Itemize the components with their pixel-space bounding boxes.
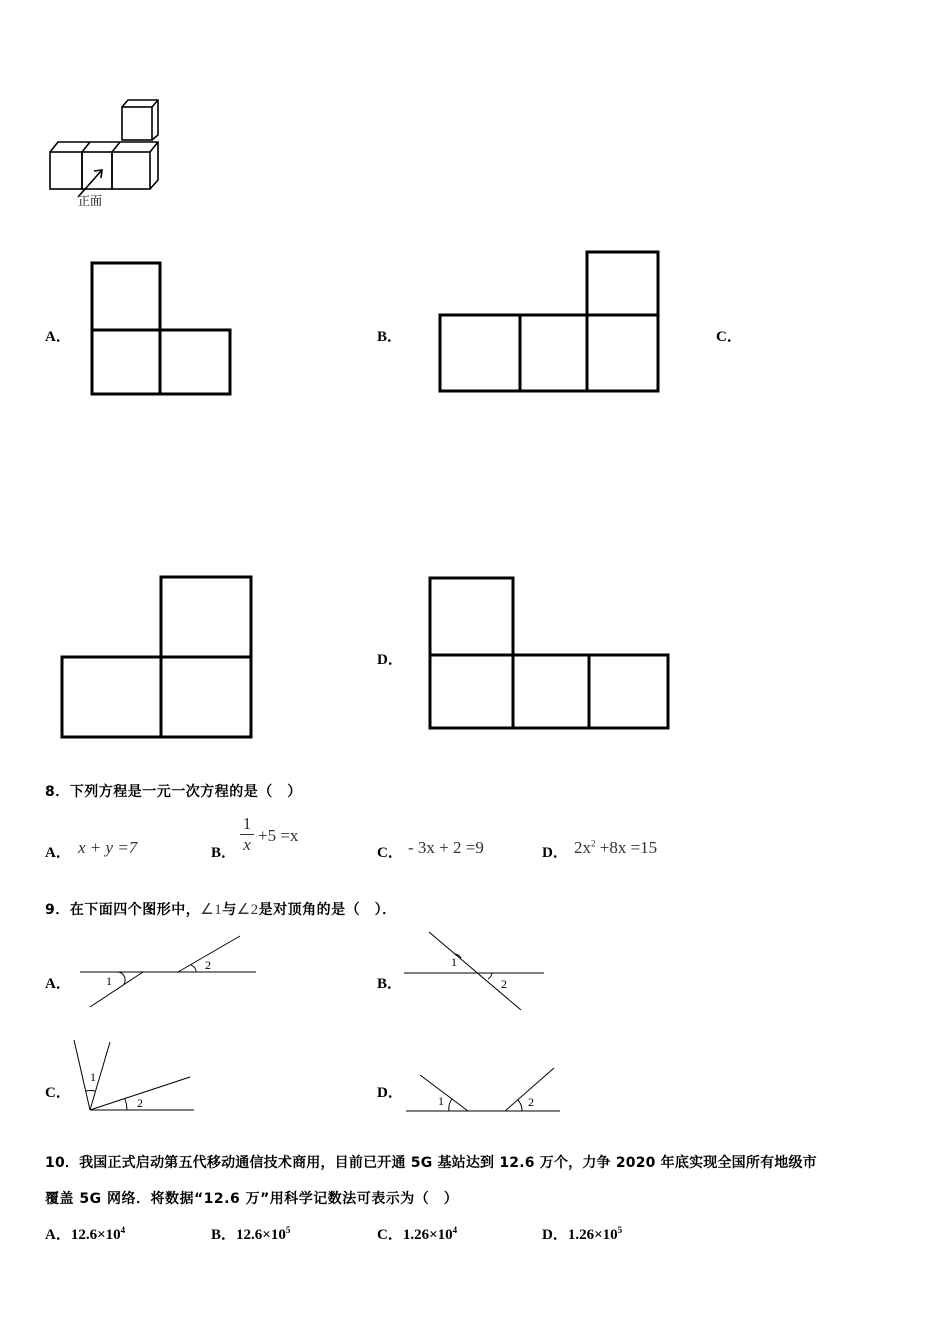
q9-c-mark-1: 1	[90, 1070, 96, 1084]
q9-a-mark-2: 2	[205, 958, 211, 972]
q10-stem-line-2: 覆盖 5G 网络．将数据“12.6 万”用科学记数法可表示为（ ）	[45, 1191, 459, 1207]
q8-option-d-expr	[574, 838, 657, 858]
q9-c-mark-2: 2	[137, 1096, 143, 1110]
q10-option-b[interactable]	[211, 1223, 290, 1244]
q9-option-c-label[interactable]: C．	[45, 1085, 71, 1101]
q9-option-a-label[interactable]: A．	[45, 976, 71, 992]
q8-fraction-numerator: 1	[242, 814, 252, 833]
q10-d-label: D．	[542, 1227, 568, 1243]
q8-option-c-expr: - 3x + 2 =9	[408, 838, 484, 857]
q10-b-label: B．	[211, 1227, 237, 1243]
q7-option-b-figure	[438, 250, 663, 395]
q8-d-base: 2x	[574, 838, 591, 857]
q10-c-exponent: 4	[452, 1225, 458, 1235]
q9-angle-1: ∠1	[200, 902, 223, 918]
q10-c-base: 1.26×10	[402, 1227, 453, 1243]
q10-d-exponent: 5	[617, 1225, 623, 1235]
q8-option-b-rest: +5 =x	[258, 826, 299, 845]
q7-option-a-figure	[90, 261, 235, 396]
q10-option-a[interactable]	[45, 1223, 125, 1244]
q9-d-mark-2: 2	[528, 1095, 534, 1109]
q7-option-d-label[interactable]: D．	[377, 652, 403, 668]
q9-stem-end: 是对顶角的是（ ）．	[258, 902, 397, 918]
q9-option-b-label[interactable]: B．	[377, 976, 403, 992]
q8-option-b-fraction	[240, 815, 254, 854]
q9-option-c-figure	[72, 1038, 197, 1113]
q7-option-a-label[interactable]: A．	[45, 329, 71, 345]
q10-b-exponent: 5	[285, 1225, 291, 1235]
q10-option-d[interactable]	[542, 1223, 622, 1244]
q8-fraction-denominator: x	[243, 835, 251, 854]
q10-a-exponent: 4	[120, 1225, 126, 1235]
q9-option-d-label[interactable]: D．	[377, 1085, 403, 1101]
q7-option-c-figure	[60, 575, 255, 741]
q8-stem: 8．下列方程是一元一次方程的是（ ）	[45, 784, 302, 800]
q10-a-base: 12.6×10	[70, 1227, 121, 1243]
q8-option-a-label[interactable]: A．	[45, 845, 71, 861]
q10-b-base: 12.6×10	[236, 1227, 286, 1243]
q9-stem	[45, 899, 397, 919]
q8-option-a-expr: x + y =7	[78, 838, 138, 857]
q9-option-a-figure	[78, 932, 260, 1012]
q10-option-c[interactable]	[377, 1223, 457, 1244]
q9-option-b-figure	[402, 930, 547, 1015]
q8-option-b-label[interactable]: B．	[211, 845, 237, 861]
q7-option-d-figure	[428, 576, 673, 732]
q8-option-c-label[interactable]: C．	[377, 845, 403, 861]
q10-c-label: C．	[377, 1227, 403, 1243]
cube-stack-figure	[40, 95, 180, 215]
q9-b-mark-2: 2	[501, 977, 507, 991]
q7-option-c-label[interactable]: C．	[716, 329, 742, 345]
q8-d-rest: +8x =15	[595, 838, 658, 857]
front-label: 正面	[78, 194, 103, 208]
q9-a-mark-1: 1	[106, 974, 112, 988]
q9-option-d-figure	[404, 1065, 564, 1115]
q7-option-b-label[interactable]: B．	[377, 329, 403, 345]
q9-stem-mid: 与	[222, 902, 237, 918]
q9-stem-start: 9．在下面四个图形中，	[45, 902, 201, 918]
q10-stem-line-1: 10．我国正式启动第五代移动通信技术商用，目前已开通 5G 基站达到 12.6 万个，力争 2020 年底实现全国所有地级市	[45, 1155, 817, 1171]
q9-angle-2: ∠2	[236, 902, 259, 918]
q9-b-mark-1: 1	[451, 955, 457, 969]
q8-d-exponent: 2	[591, 838, 596, 849]
q10-d-base: 1.26×10	[567, 1227, 618, 1243]
q8-option-d-label[interactable]: D．	[542, 845, 568, 861]
q10-a-label: A．	[45, 1227, 71, 1243]
q9-d-mark-1: 1	[438, 1094, 444, 1108]
